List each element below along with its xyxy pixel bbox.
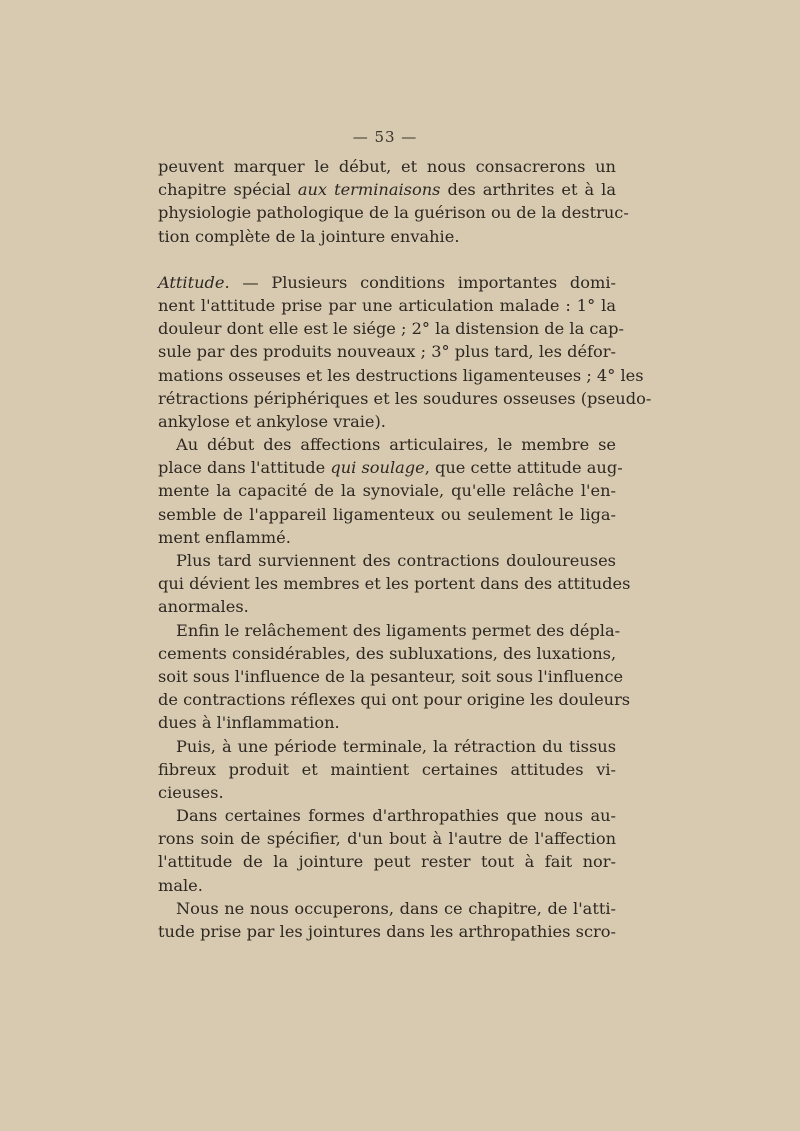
paragraph [158, 735, 616, 805]
text-line: place dans l'attitude qui soulage, que cette attitude aug- [158, 458, 623, 478]
text-line: rétractions périphériques et les soudures osseuses (pseudo- [158, 388, 652, 408]
text-line: Attitude. — Plusieurs conditions importantes domi- [158, 272, 616, 292]
paragraph [158, 897, 616, 943]
text-line: Au début des affections articulaires, le membre se [176, 435, 616, 455]
body-text [158, 155, 652, 943]
text-line: Enfin le relâchement des ligaments permet des dépla- [176, 620, 621, 640]
text-line: ankylose et ankylose vraie). [158, 411, 386, 431]
text-line: mations osseuses et les destructions ligamenteuses ; 4° les [158, 365, 644, 385]
text-line: fibreux produit et maintient certaines attitudes vi- [158, 759, 616, 779]
text-line: tion complète de la jointure envahie. [158, 226, 460, 246]
paragraph-gap [158, 248, 616, 271]
text-line: douleur dont elle est le siége ; 2° la distension de la cap- [158, 319, 624, 339]
text-line: Plus tard surviennent des contractions douloureuses [176, 551, 616, 570]
italic-term: aux terminaisons [297, 180, 441, 200]
text-line: anormales. [158, 597, 249, 617]
text-line: cieuses. [158, 782, 224, 802]
paragraph [158, 433, 623, 549]
text-line: chapitre spécial aux terminaisons des arthrites et à la [158, 180, 616, 200]
text-line: dues à l'inflammation. [158, 713, 340, 733]
paragraph [158, 804, 616, 897]
text-line: de contractions réflexes qui ont pour origine les douleurs [158, 690, 631, 710]
paragraph [158, 549, 631, 619]
text-line: ment enflammé. [158, 527, 291, 547]
paragraph [158, 619, 631, 735]
text-line: Nous ne nous occuperons, dans ce chapitre, de l'atti- [176, 898, 616, 918]
text-line: Dans certaines formes d'arthropathies que nous au- [176, 806, 616, 826]
paragraph [158, 155, 629, 248]
text-line: physiologie pathologique de la guérison ou de la destruc- [158, 203, 629, 223]
text-line: semble de l'appareil ligamenteux ou seulement le liga- [158, 504, 616, 524]
italic-term: Attitude. [158, 272, 230, 292]
text-line: l'attitude de la jointure peut rester tout à fait nor- [158, 852, 616, 872]
text-line: mente la capacité de la synoviale, qu'elle relâche l'en- [158, 481, 616, 501]
text-line: sule par des produits nouveaux ; 3° plus tard, les défor- [158, 342, 616, 362]
text-line: Puis, à une période terminale, la rétraction du tissus [176, 736, 616, 756]
text-line: nent l'attitude prise par une articulation malade : 1° la [158, 295, 616, 315]
page-number: — 53 — [352, 128, 418, 146]
text-line: tude prise par les jointures dans les arthropathies scro- [158, 922, 616, 941]
text-line: qui dévient les membres et les portent dans des attitudes [158, 574, 631, 594]
text-line: soit sous l'influence de la pesanteur, soit sous l'influence [158, 666, 624, 686]
text-line: male. [158, 875, 203, 895]
italic-term: qui soulage [330, 458, 425, 478]
text-line: cements considérables, des subluxations, des luxations, [158, 643, 617, 663]
paragraph [158, 271, 652, 433]
text-line: rons soin de spécifier, d'un bout à l'autre de l'affection [158, 829, 616, 849]
text-line: peuvent marquer le début, et nous consacrerons un [158, 157, 616, 176]
